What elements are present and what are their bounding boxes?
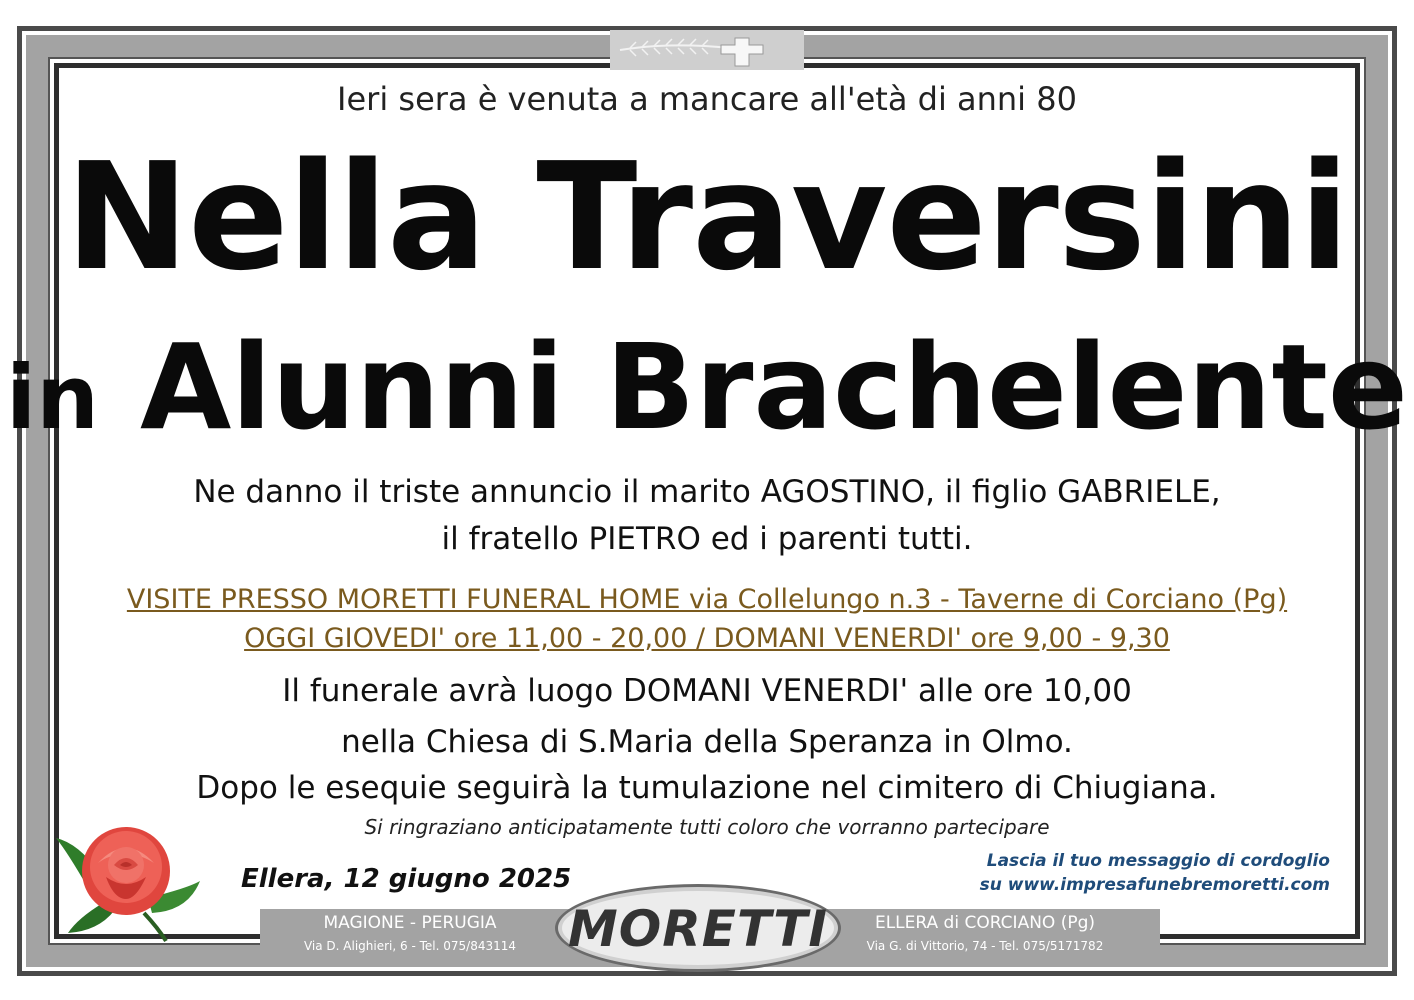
condolence-message bbox=[930, 850, 1330, 898]
intro-text: Ieri sera è venuta a mancare all'età di anni 80 bbox=[337, 80, 1077, 118]
palm-and-cross-icon bbox=[610, 30, 804, 70]
brand-logo bbox=[555, 884, 841, 972]
place-date: Ellera, 12 giugno 2025 bbox=[241, 864, 572, 894]
condolence-line: Lascia il tuo messaggio di cordoglio bbox=[986, 851, 1330, 871]
thanks-text: Si ringraziano anticipatamente tutti coloro che vorranno partecipare bbox=[364, 815, 1050, 839]
funeral-line: Il funerale avrà luogo DOMANI VENERDI' alle ore 10,00 bbox=[282, 673, 1132, 709]
condolence-link[interactable]: su www.impresafunebremoretti.com bbox=[979, 874, 1330, 895]
footer-office-right bbox=[840, 913, 1130, 953]
office-city: ELLERA di CORCIANO (Pg) bbox=[874, 913, 1096, 933]
married-prefix: in bbox=[6, 346, 99, 449]
married-surname: Alunni Brachelente bbox=[139, 318, 1408, 456]
footer-office-left bbox=[300, 913, 520, 953]
visits-line: OGGI GIOVEDI' ore 11,00 - 20,00 / DOMANI VENERDI' ore 9,00 - 9,30 bbox=[244, 623, 1170, 654]
office-city: MAGIONE - PERUGIA bbox=[323, 913, 497, 933]
funeral-line: nella Chiesa di S.Maria della Speranza in Olmo. bbox=[341, 724, 1073, 760]
visits-line: VISITE PRESSO MORETTI FUNERAL HOME via Collelungo n.3 - Taverne di Corciano (Pg) bbox=[126, 584, 1288, 615]
top-ornament bbox=[610, 30, 804, 70]
office-address: Via D. Alighieri, 6 - Tel. 075/843114 bbox=[303, 939, 516, 953]
announcement-line: il fratello PIETRO ed i parenti tutti. bbox=[441, 521, 973, 557]
office-address: Via G. di Vittorio, 74 - Tel. 075/5171782 bbox=[866, 939, 1104, 953]
deceased-married-name bbox=[0, 318, 1414, 456]
rose-icon bbox=[48, 793, 208, 943]
announcement-line: Ne danno il triste annuncio il marito AGOSTINO, il figlio GABRIELE, bbox=[193, 474, 1221, 510]
funeral-line: Dopo le esequie seguirà la tumulazione nel cimitero di Chiugiana. bbox=[196, 770, 1218, 806]
brand-name: MORETTI bbox=[568, 900, 828, 958]
deceased-name: Nella Traversini bbox=[65, 131, 1349, 303]
